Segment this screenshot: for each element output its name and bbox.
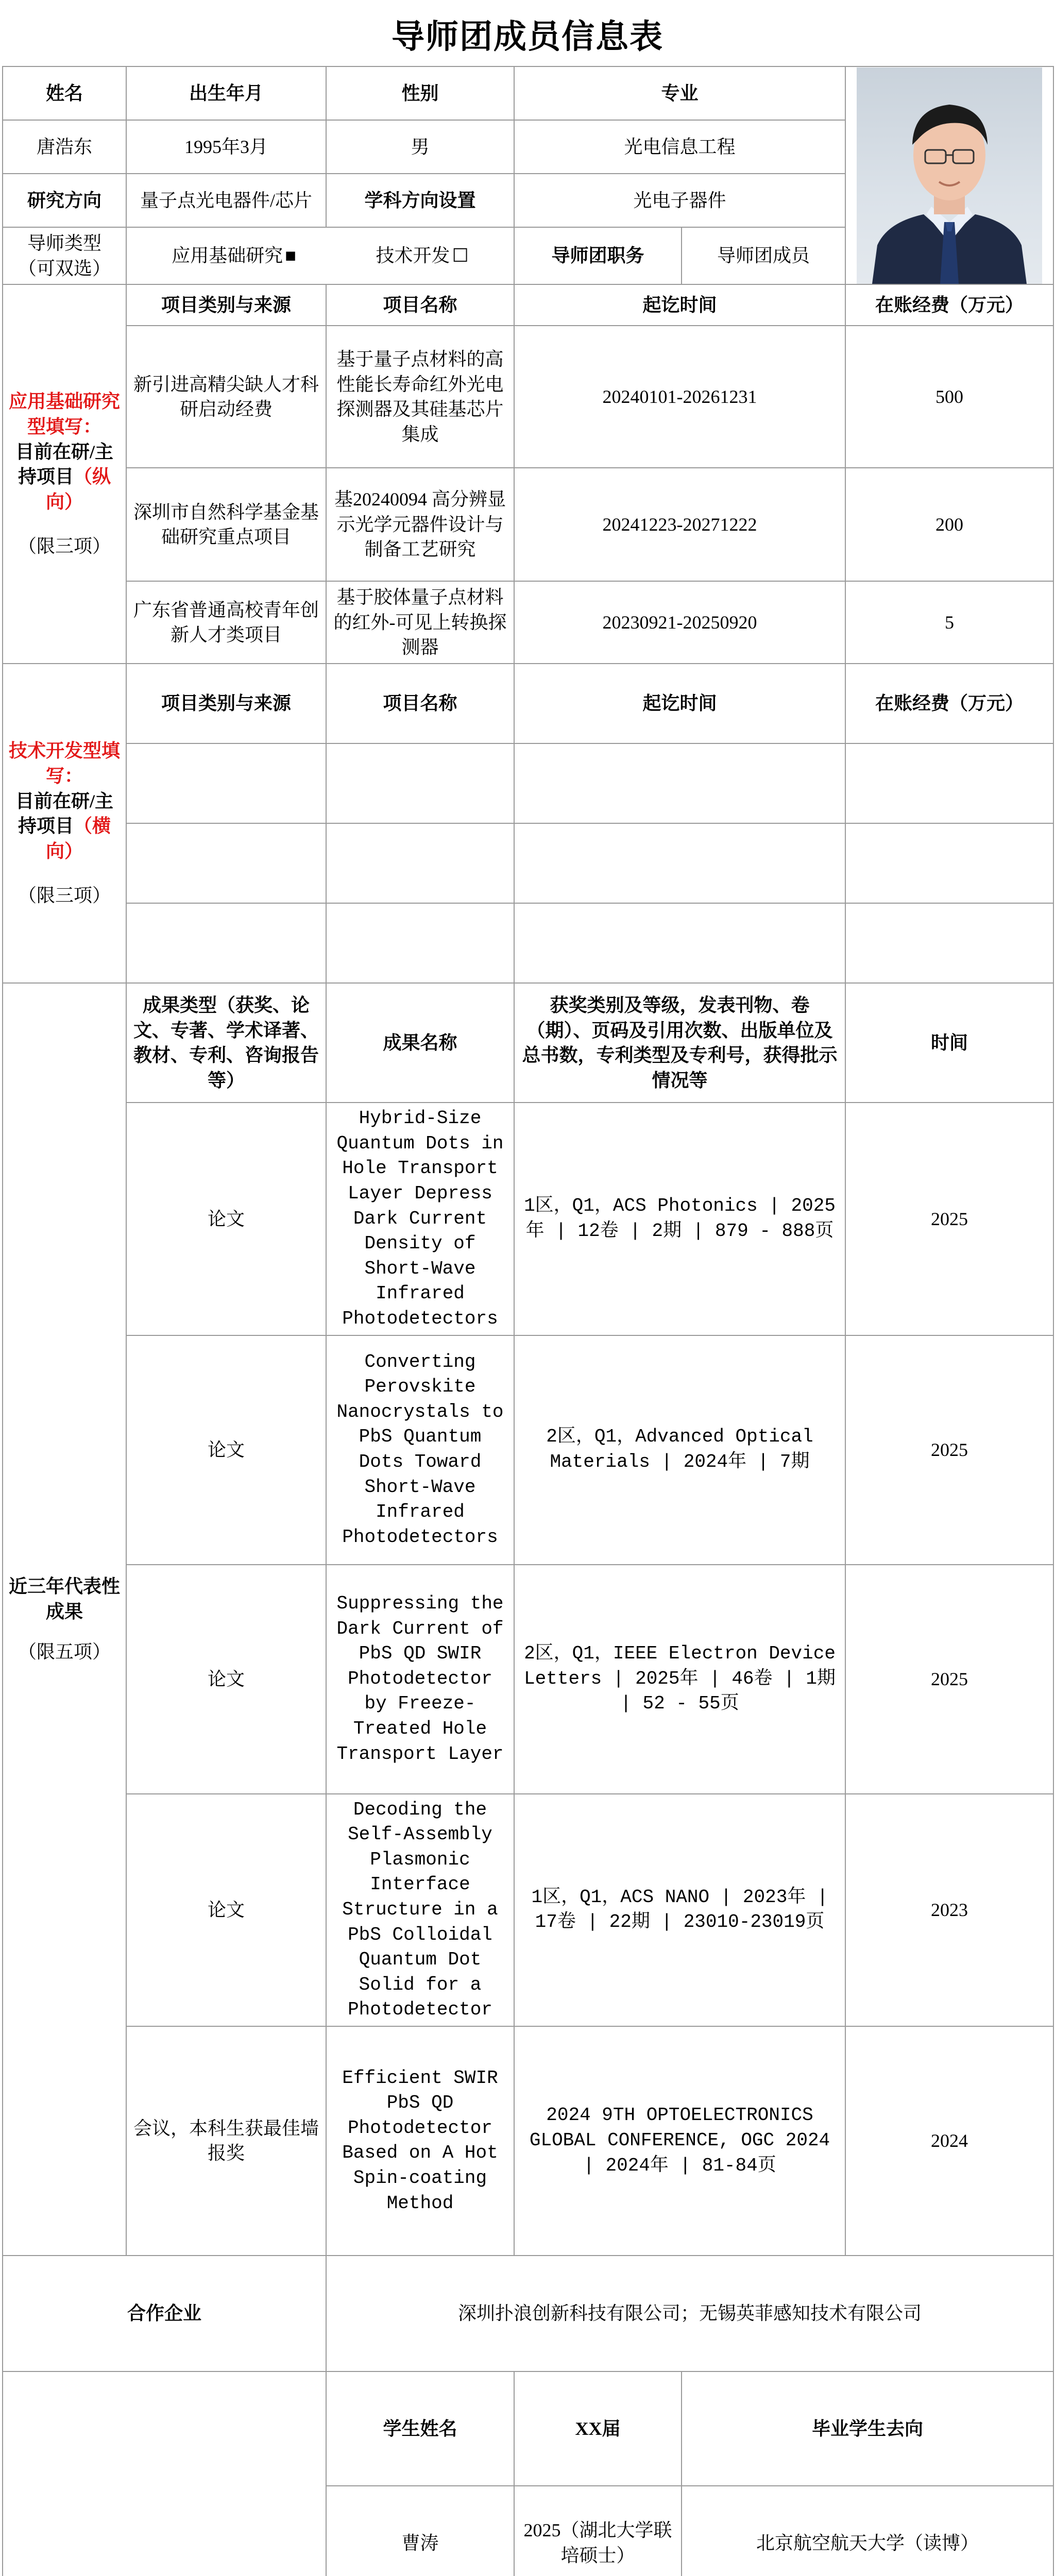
- applied-funds: 200: [845, 468, 1053, 581]
- achievement-detail: 2024 9TH OPTOELECTRONICS GLOBAL CONFERENCE, OGC 2024 | 2024年 | 81-84页: [514, 2026, 845, 2256]
- tech-period-header: 起讫时间: [514, 664, 845, 743]
- achievements-section-label: [3, 983, 126, 2256]
- graduate-class: 2025（湖北大学联培硕士）: [514, 2486, 682, 2576]
- tech-source-header: 项目类别与来源: [126, 664, 326, 743]
- achievement-type: 会议，本科生获最佳墙报奖: [126, 2026, 326, 2256]
- discipline-header: 学科方向设置: [326, 174, 514, 227]
- achievement-type: 论文: [126, 1565, 326, 1794]
- achievement-row: [3, 1103, 1053, 1335]
- applied-header-row: [3, 284, 1053, 326]
- tech-empty-cell[interactable]: [326, 743, 514, 823]
- checkbox-checked-icon[interactable]: ■: [285, 245, 296, 266]
- graduates-header-row: [3, 2371, 1053, 2486]
- tech-empty-row: [3, 743, 1053, 823]
- achievement-name: Efficient SWIR PbS QD Photodetector Based on A Hot Spin-coating Method: [326, 2026, 514, 2256]
- achievement-time: 2023: [845, 1794, 1053, 2026]
- position-value: 导师团成员: [682, 227, 845, 284]
- applied-source: 新引进高精尖缺人才科研启动经费: [126, 326, 326, 468]
- tech-empty-cell[interactable]: [326, 823, 514, 903]
- applied-pname: 基20240094 高分辨显示光学元器件设计与制备工艺研究: [326, 468, 514, 581]
- gender-header: 性别: [326, 66, 514, 120]
- birth-header: 出生年月: [126, 66, 326, 120]
- direction-value: 量子点光电器件/芯片: [126, 174, 326, 227]
- achievement-type-header: 成果类型（获奖、论文、专著、学术译著、教材、专利、咨询报告等）: [126, 983, 326, 1103]
- partner-label: 合作企业: [3, 2256, 326, 2371]
- tech-limit: （限三项）: [18, 885, 111, 906]
- achievement-time: 2024: [845, 2026, 1053, 2256]
- applied-funds: 500: [845, 326, 1053, 468]
- achievement-name: Hybrid-Size Quantum Dots in Hole Transport Layer Depress Dark Current Density of Short-Wave Infrared Photodetectors: [326, 1103, 514, 1335]
- option-applied[interactable]: [172, 243, 296, 268]
- tech-empty-cell[interactable]: [845, 823, 1053, 903]
- page-title: 导师团成员信息表: [392, 19, 663, 55]
- tech-empty-cell[interactable]: [845, 903, 1053, 983]
- tech-empty-cell[interactable]: [326, 903, 514, 983]
- applied-source-header: 项目类别与来源: [126, 284, 326, 326]
- option-tech-label: 技术开发: [376, 245, 450, 266]
- graduate-dest-header: 毕业学生去向: [682, 2371, 1053, 2486]
- direction-header: 研究方向: [3, 174, 126, 227]
- tech-label-black: 目前在研/主持项目: [15, 790, 113, 837]
- achievements-limit: （限五项）: [18, 1641, 111, 1663]
- achievement-type: 论文: [126, 1335, 326, 1565]
- achievements-label: 近三年代表性成果: [8, 1576, 120, 1622]
- achievement-time: 2025: [845, 1565, 1053, 1794]
- applied-funds-header: 在账经费（万元）: [845, 284, 1053, 326]
- tech-label-red2: （横向）: [45, 816, 111, 861]
- applied-pname: 基于胶体量子点材料的红外-可见上转换探测器: [326, 581, 514, 664]
- applied-limit: （限三项）: [18, 536, 111, 557]
- mentor-info-table: [2, 66, 1054, 2576]
- tech-empty-row: [3, 823, 1053, 903]
- achievement-time: 2025: [845, 1103, 1053, 1335]
- achievement-name: Suppressing the Dark Current of PbS QD SWIR Photodetector by Freeze-Treated Hole Transport Layer: [326, 1565, 514, 1794]
- tech-empty-cell[interactable]: [126, 903, 326, 983]
- tech-header-row: [3, 664, 1053, 743]
- mentor-type-note: （可双选）: [18, 258, 111, 279]
- tech-empty-cell[interactable]: [126, 823, 326, 903]
- partner-row: [3, 2256, 1053, 2371]
- graduate-dest: 北京航空航天大学（读博）: [682, 2486, 1053, 2576]
- achievement-name: Converting Perovskite Nanocrystals to PbS Quantum Dots Toward Short-Wave Infrared Photodetectors: [326, 1335, 514, 1565]
- applied-source: 深圳市自然科学基金基础研究重点项目: [126, 468, 326, 581]
- applied-label-black: 目前在研/主持项目: [15, 441, 113, 487]
- achievement-time-header: 时间: [845, 983, 1053, 1103]
- applied-period: 20241223-20271222: [514, 468, 845, 581]
- achievement-detail: 1区，Q1，ACS Photonics | 2025年 | 12卷 | 2期 | 879 - 888页: [514, 1103, 845, 1335]
- achievement-row: [3, 1794, 1053, 2026]
- discipline-value: 光电子器件: [514, 174, 845, 227]
- applied-period: 20230921-20250920: [514, 581, 845, 664]
- applied-pname: 基于量子点材料的高性能长寿命红外光电探测器及其硅基芯片集成: [326, 326, 514, 468]
- graduates-label: [3, 2371, 326, 2576]
- applied-label-red2: （纵向）: [45, 466, 111, 512]
- applied-funds: 5: [845, 581, 1053, 664]
- name-value: 唐浩东: [3, 120, 126, 174]
- tech-empty-cell[interactable]: [514, 903, 845, 983]
- major-header: 专业: [514, 66, 845, 120]
- portrait-image: [857, 67, 1042, 284]
- birth-value: 1995年3月: [126, 120, 326, 174]
- applied-row: [3, 581, 1053, 664]
- basic-header-row: [3, 66, 1053, 120]
- achievement-type: 论文: [126, 1103, 326, 1335]
- achievement-detail: 2区，Q1，Advanced Optical Materials | 2024年 | 7期: [514, 1335, 845, 1565]
- applied-row: [3, 326, 1053, 468]
- achievement-time: 2025: [845, 1335, 1053, 1565]
- applied-row: [3, 468, 1053, 581]
- achievement-type: 论文: [126, 1794, 326, 2026]
- mentor-type-header: [3, 227, 126, 284]
- graduate-name-header: 学生姓名: [326, 2371, 514, 2486]
- photo-cell: [845, 66, 1053, 284]
- tech-empty-cell[interactable]: [845, 743, 1053, 823]
- applied-pname-header: 项目名称: [326, 284, 514, 326]
- partner-value: 深圳扑浪创新科技有限公司；无锡英菲感知技术有限公司: [326, 2256, 1053, 2371]
- checkbox-empty-icon[interactable]: ☐: [452, 245, 469, 266]
- option-applied-label: 应用基础研究: [172, 245, 283, 266]
- mentor-type-label: 导师类型: [27, 233, 101, 253]
- mentor-photo: [857, 67, 1042, 284]
- major-value: 光电信息工程: [514, 120, 845, 174]
- tech-label-red: 技术开发型填写：: [8, 740, 120, 786]
- graduate-name: 曹涛: [326, 2486, 514, 2576]
- tech-funds-header: 在账经费（万元）: [845, 664, 1053, 743]
- tech-empty-row: [3, 903, 1053, 983]
- achievement-detail: 1区，Q1，ACS NANO | 2023年 | 17卷 | 22期 | 23010-23019页: [514, 1794, 845, 2026]
- achievement-row: [3, 2026, 1053, 2256]
- gender-value: 男: [326, 120, 514, 174]
- name-header: 姓名: [3, 66, 126, 120]
- achievements-header-row: [3, 983, 1053, 1103]
- applied-source: 广东省普通高校青年创新人才类项目: [126, 581, 326, 664]
- achievement-name-header: 成果名称: [326, 983, 514, 1103]
- tech-section-label: [3, 664, 126, 983]
- applied-section-label: [3, 284, 126, 664]
- tech-empty-cell[interactable]: [514, 823, 845, 903]
- position-header: 导师团职务: [514, 227, 682, 284]
- achievement-name: Decoding the Self-Assembly Plasmonic Interface Structure in a PbS Colloidal Quantum Dot Solid for a Photodetector: [326, 1794, 514, 2026]
- applied-period-header: 起讫时间: [514, 284, 845, 326]
- graduate-class-header: XX届: [514, 2371, 682, 2486]
- applied-label-red: 应用基础研究型填写：: [8, 391, 120, 437]
- achievement-detail: 2区，Q1，IEEE Electron Device Letters | 2025年 | 46卷 | 1期 | 52 - 55页: [514, 1565, 845, 1794]
- achievement-detail-header: 获奖类别及等级，发表刊物、卷（期）、页码及引用次数、出版单位及总书数，专利类型及专利号，获得批示情况等: [514, 983, 845, 1103]
- tech-pname-header: 项目名称: [326, 664, 514, 743]
- mentor-type-options: [126, 227, 514, 284]
- achievement-row: [3, 1335, 1053, 1565]
- tech-empty-cell[interactable]: [514, 743, 845, 823]
- tech-empty-cell[interactable]: [126, 743, 326, 823]
- achievement-row: [3, 1565, 1053, 1794]
- option-tech[interactable]: [376, 243, 468, 268]
- applied-period: 20240101-20261231: [514, 326, 845, 468]
